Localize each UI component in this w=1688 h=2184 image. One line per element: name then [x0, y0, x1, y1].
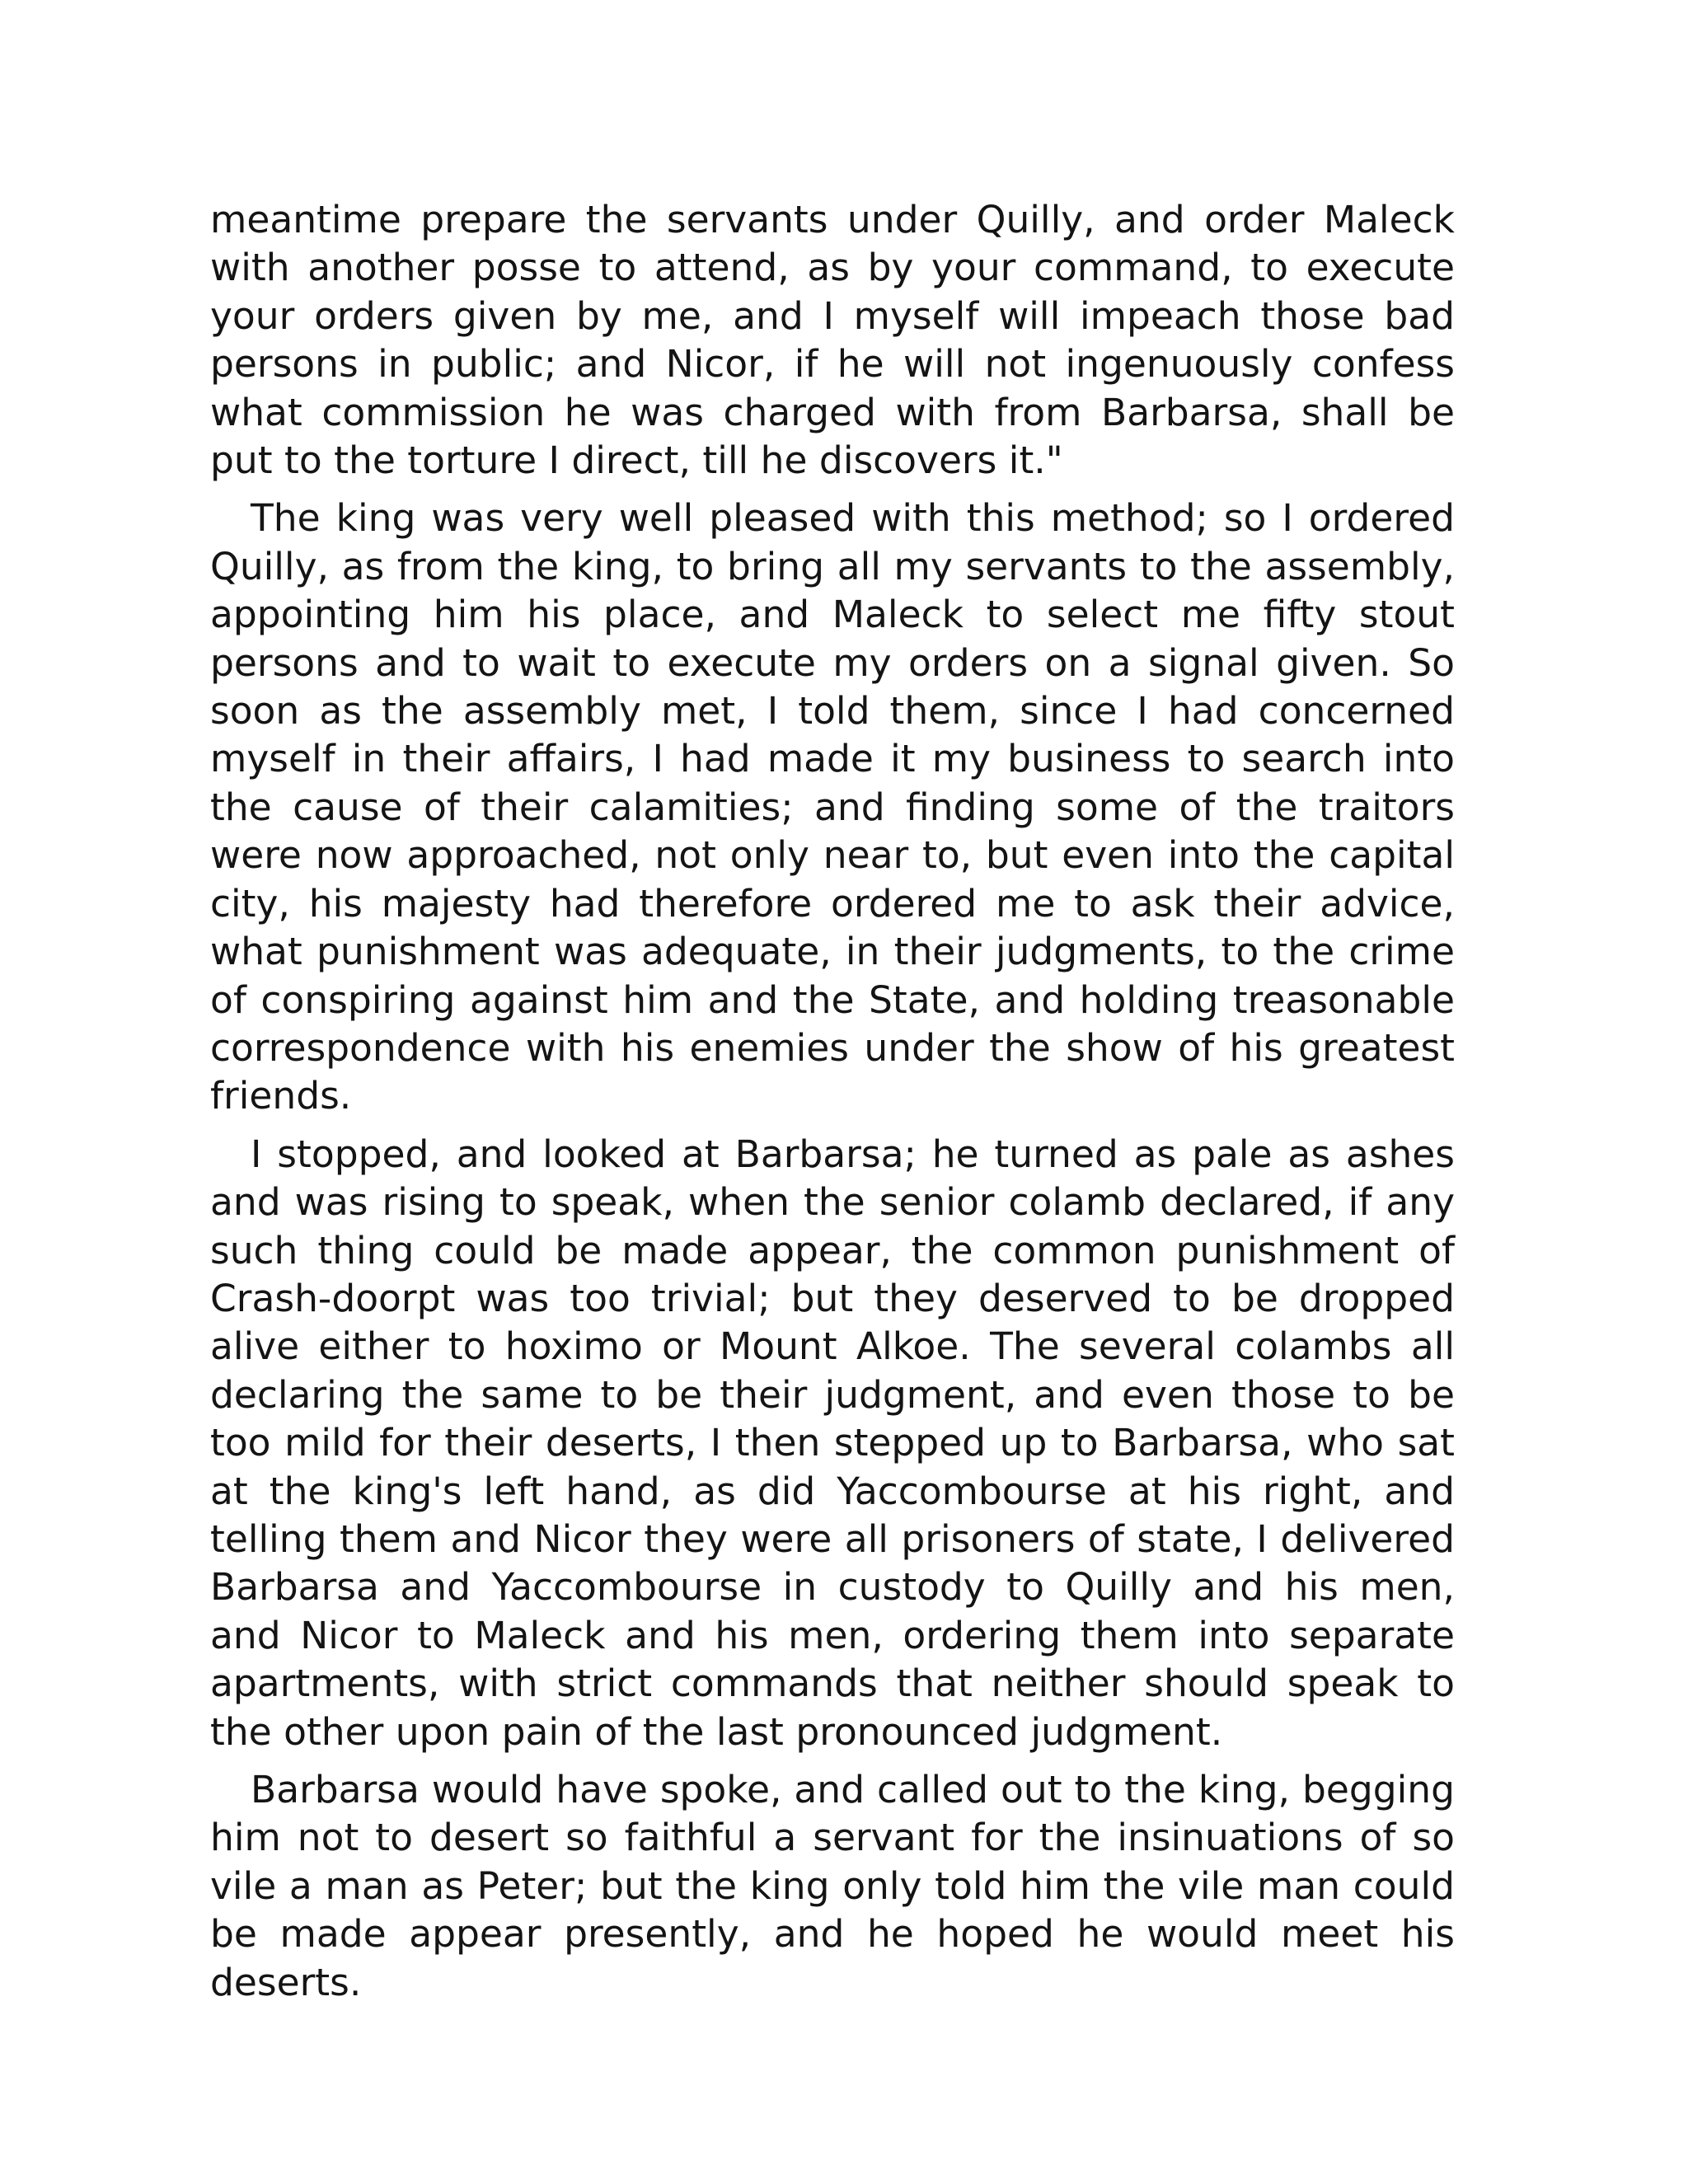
- paragraph-1: meantime prepare the servants under Quilly, and order Maleck with another posse to attend, as by your command, to execute your orders given by me, and I myself will impeach those bad persons in public; and Nicor, if he will not ingenuously confess what commission he was charged with from Barbarsa, shall be put to the torture I direct, till he discovers it.": [210, 198, 1455, 483]
- paragraph-3: I stopped, and looked at Barbarsa; he turned as pale as ashes and was rising to speak, when the senior colamb declared, if any such thing could be made appear, the common punishment of Crash-doorpt was too trivial; but they deserved to be dropped alive either to hoximo or Mount Alkoe. The several colambs all declaring the same to be their judgment, and even those to be too mild for their deserts, I then stepped up to Barbarsa, who sat at the king's left hand, as did Yaccombourse at his right, and telling them and Nicor they were all prisoners of state, I delivered Barbarsa and Yaccombourse in custody to Quilly and his men, and Nicor to Maleck and his men, ordering them into separate apartments, with strict commands that neither should speak to the other upon pain of the last pronounced judgment.: [210, 1132, 1455, 1754]
- paragraph-2: The king was very well pleased with this method; so I ordered Quilly, as from the king, to bring all my servants to the assembly, appointing him his place, and Maleck to select me fifty stout persons and to wait to execute my orders on a signal given. So soon as the assembly met, I told them, since I had concerned myself in their affairs, I had made it my business to search into the cause of their calamities; and finding some of the traitors were now approached, not only near to, but even into the capital city, his majesty had therefore ordered me to ask their advice, what punishment was adequate, in their judgments, to the crime of conspiring against him and the State, and holding treasonable correspondence with his enemies under the show of his greatest friends.: [210, 496, 1455, 1118]
- page-body: [210, 196, 1455, 2017]
- paragraph-4: Barbarsa would have spoke, and called out to the king, begging him not to desert so faithful a servant for the insinuations of so vile a man as Peter; but the king only told him the vile man could be made appear presently, and he hoped he would meet his deserts.: [210, 1768, 1455, 2004]
